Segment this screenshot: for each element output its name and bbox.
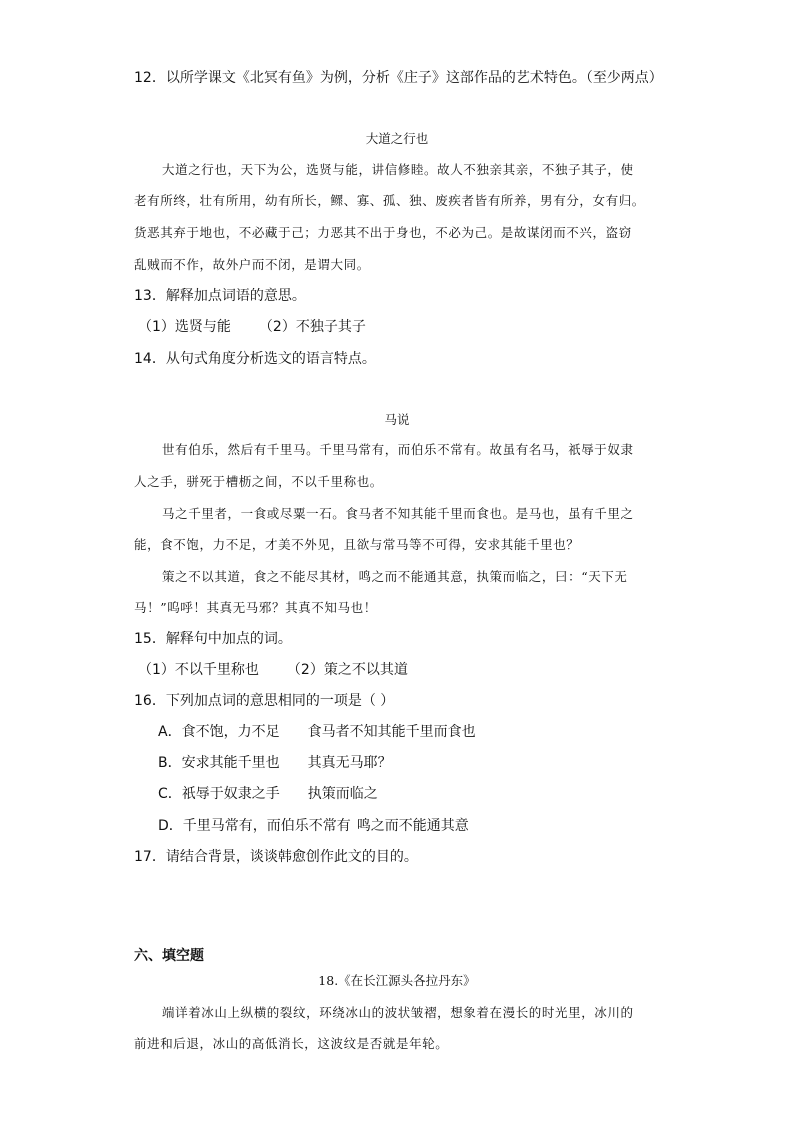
- passage-line: 大道之行也，天下为公，选贤与能，讲信修睦。故人不独亲其亲，不独子其子，使: [162, 162, 634, 177]
- question-13: 13．解释加点词语的意思。: [134, 288, 306, 304]
- option-c-left: C．祇辱于奴隶之手: [158, 786, 280, 802]
- question-12: 12．以所学课文《北冥有鱼》为例，分析《庄子》这部作品的艺术特色。（至少两点）: [134, 70, 663, 86]
- question-13-sub2: （2）不独子其子: [258, 319, 366, 335]
- passage-line: 老有所终，壮有所用，幼有所长，鳏、寡、孤、独、废疾者皆有所养，男有分，女有归。: [134, 193, 645, 208]
- option-a: [158, 723, 476, 741]
- passage-line: 端详着冰山上纵横的裂纹，环绕冰山的波状皱褶，想象着在漫长的时光里，冰川的: [162, 1005, 634, 1020]
- option-b-left: B．安求其能千里也: [158, 755, 280, 771]
- option-b: [158, 754, 392, 772]
- question-15-sub1: （1）不以千里称也: [138, 662, 259, 678]
- option-d: [158, 817, 469, 835]
- question-16: 16．下列加点词的意思相同的一项是（ ）: [134, 693, 395, 709]
- passage-line: 人之手，骈死于槽枥之间，不以千里称也。: [134, 474, 383, 489]
- question-15: 15．解释句中加点的词。: [134, 631, 292, 647]
- passage-line: 乱贼而不作，故外户而不闭，是谓大同。: [134, 257, 370, 272]
- option-b-right: 其真无马耶？: [307, 755, 392, 771]
- passage-title-datao: 大道之行也: [365, 131, 429, 146]
- option-d-left: D．千里马常有，而伯乐不常有: [158, 818, 351, 834]
- question-15-subitems: [138, 661, 408, 679]
- option-a-right: 食马者不知其能千里而食也: [307, 724, 476, 740]
- passage-line: 前进和后退，冰山的高低消长，这波纹是否就是年轮。: [134, 1036, 449, 1051]
- question-17: 17．请结合背景，谈谈韩愈创作此文的目的。: [134, 849, 418, 865]
- passage-title-mashuo: 马说: [384, 412, 410, 427]
- passage-line: 货恶其弃于地也，不必藏于己；力恶其不出于身也，不必为己。是故谋闭而不兴，盗窃: [134, 225, 632, 240]
- question-13-subitems: [138, 318, 366, 336]
- passage-line: 能，食不饱，力不足，才美不外见，且欲与常马等不可得，安求其能千里也？: [134, 537, 580, 552]
- passage-line: 策之不以其道，食之不能尽其材，鸣之而不能通其意，执策而临之，曰：“天下无: [162, 569, 628, 584]
- passage-title-changjiang: 18.《在长江源头各拉丹东》: [318, 973, 476, 988]
- option-c: [158, 785, 378, 803]
- question-15-sub2: （2）策之不以其道: [286, 662, 408, 678]
- question-13-sub1: （1）选贤与能: [138, 319, 231, 335]
- section-heading: 六、填空题: [134, 948, 204, 964]
- passage-line: 世有伯乐，然后有千里马。千里马常有，而伯乐不常有。故虽有名马，祇辱于奴隶: [162, 442, 634, 457]
- passage-line: 马！”呜呼！其真无马邪？其真不知马也！: [134, 600, 377, 615]
- option-c-right: 执策而临之: [307, 786, 378, 802]
- option-d-right: 鸣之而不能通其意: [356, 818, 469, 834]
- passage-line: 马之千里者，一食或尽粟一石。食马者不知其能千里而食也。是马也，虽有千里之: [162, 506, 634, 521]
- option-a-left: A．食不饱，力不足: [158, 724, 280, 740]
- question-14: 14．从句式角度分析选文的语言特点。: [134, 351, 376, 367]
